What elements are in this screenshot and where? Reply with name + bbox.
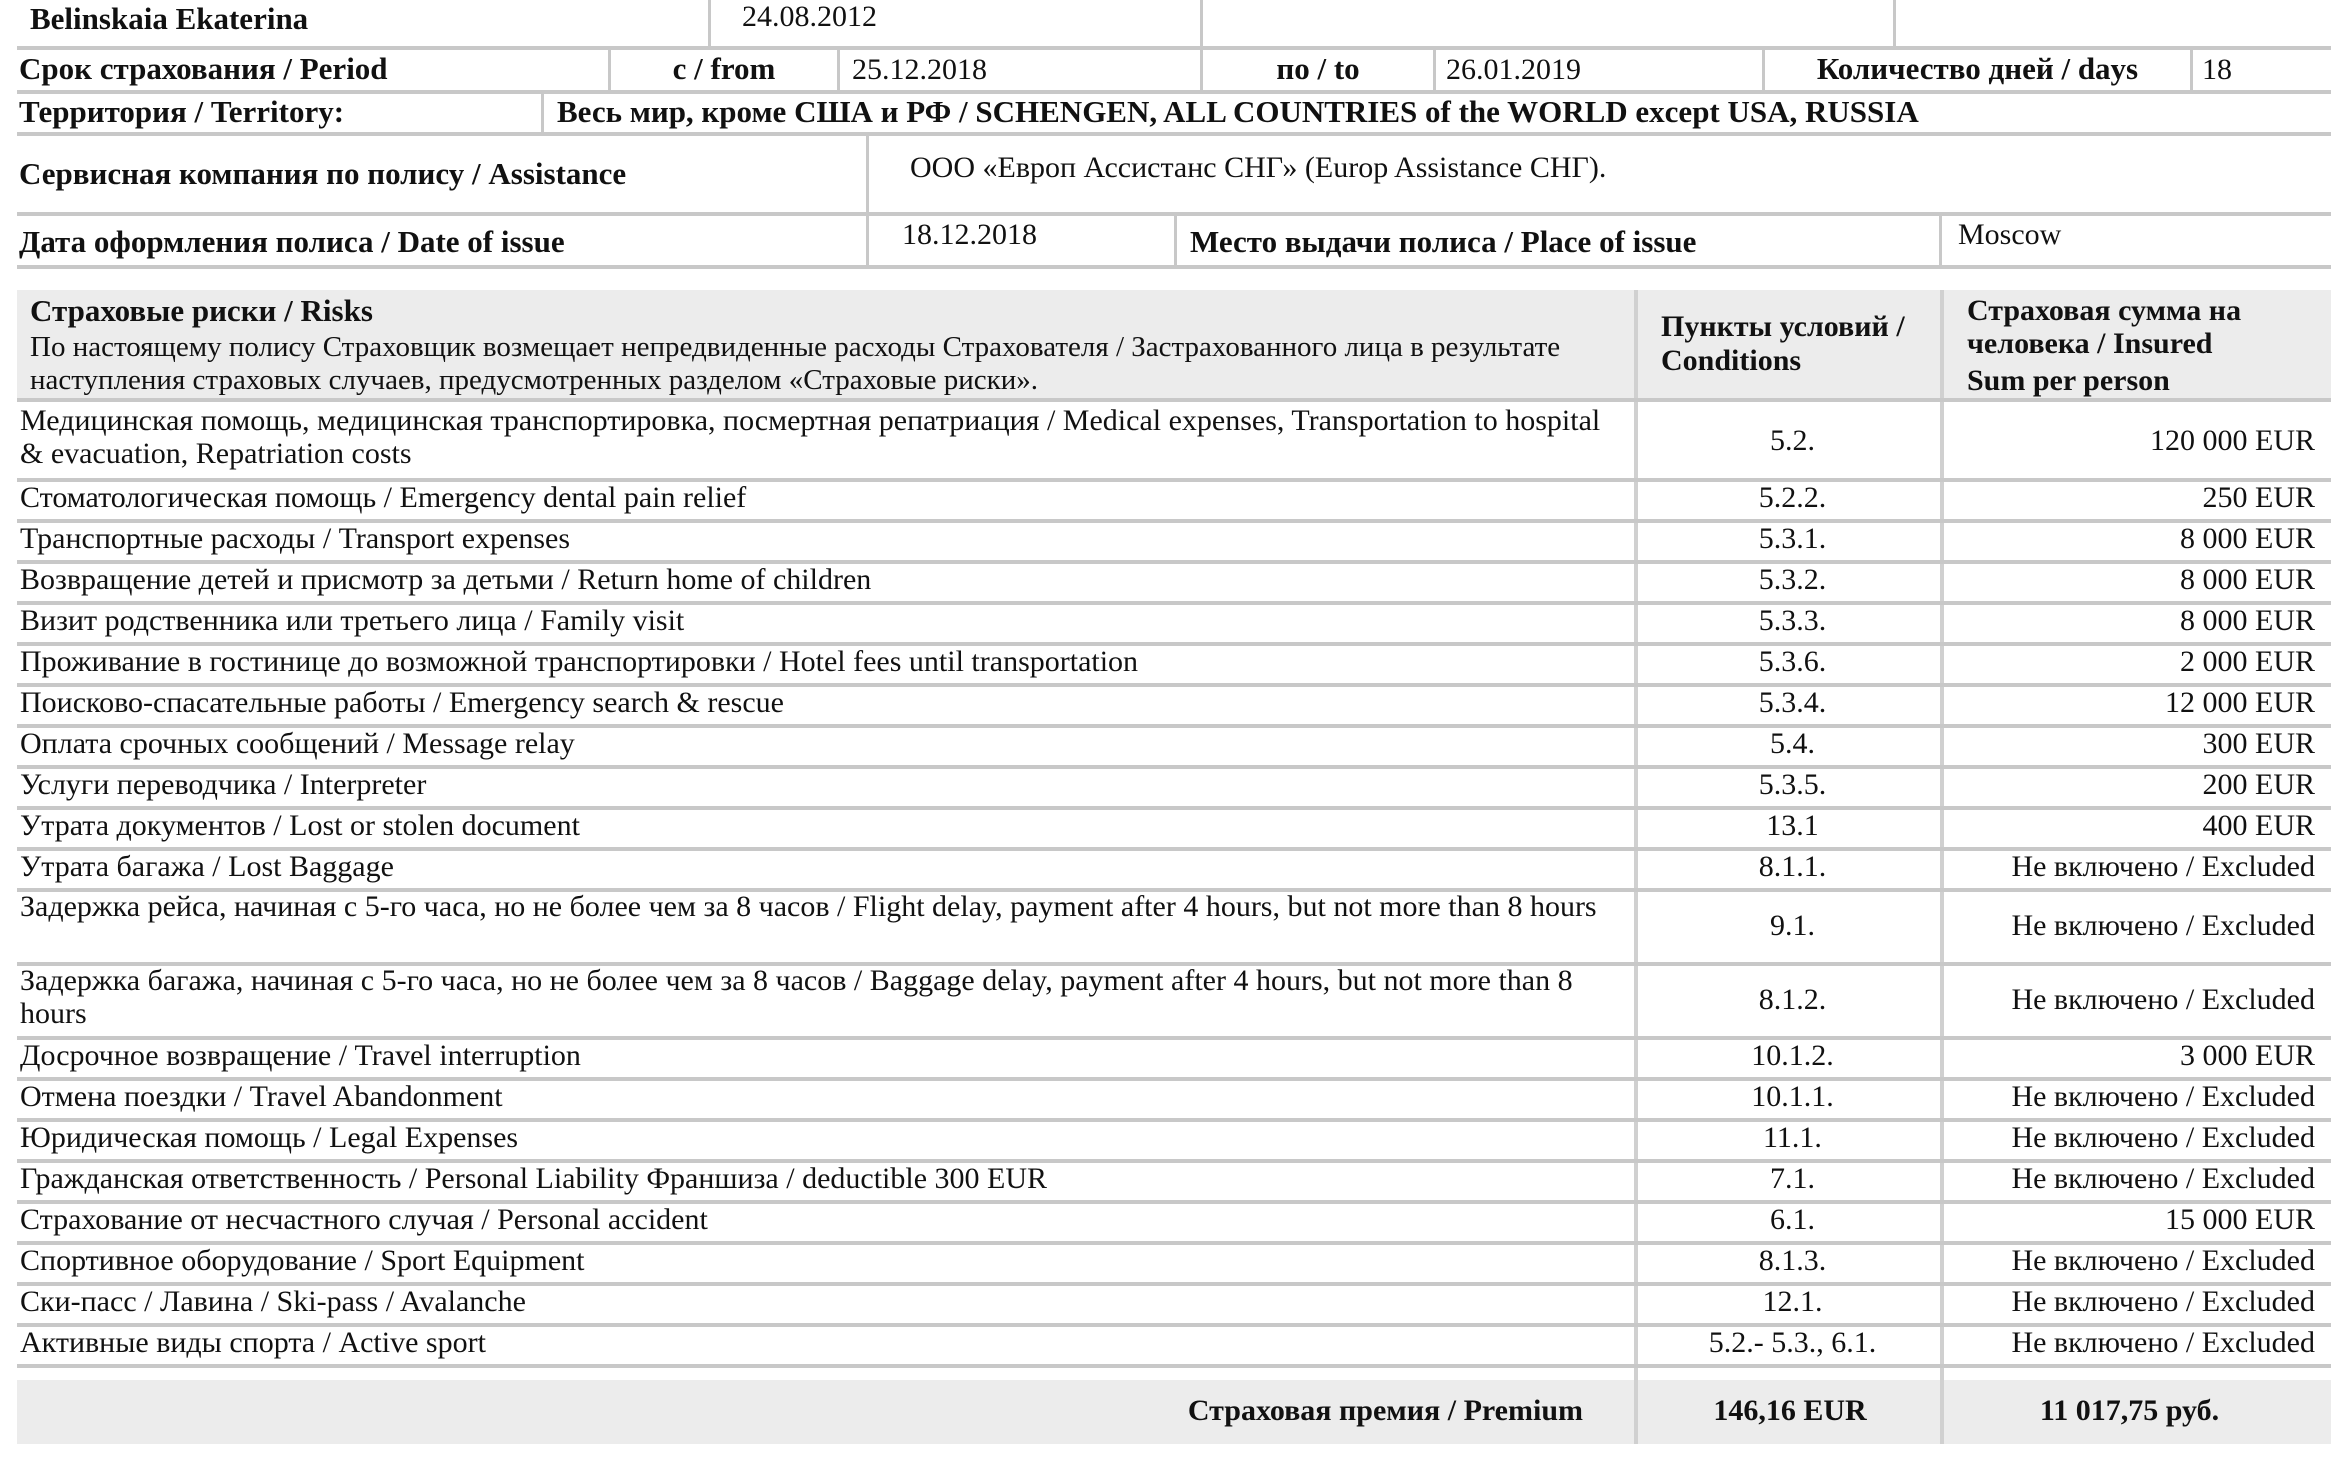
table-row	[17, 560, 2331, 601]
risk-sum: Не включено / Excluded	[2011, 1244, 2315, 1277]
birth-date: 24.08.2012	[742, 0, 877, 33]
risk-sum: Не включено / Excluded	[2011, 1162, 2315, 1195]
table-row	[17, 806, 2331, 847]
risk-name: Оплата срочных сообщений / Message relay	[20, 727, 575, 760]
table-row	[17, 888, 2331, 962]
premium-label: Страховая премия / Premium	[1187, 1394, 1583, 1427]
risk-name: Возвращение детей и присмотр за детьми / Return home of children	[20, 563, 872, 596]
sum-header-line2: человека / Insured	[1967, 327, 2213, 360]
table-row	[17, 478, 2331, 519]
risk-condition: 5.3.5.	[1758, 768, 1827, 801]
period-to-label: по / to	[1276, 51, 1360, 86]
risk-sum: 8 000 EUR	[2180, 604, 2315, 637]
period-from-value: 25.12.2018	[852, 53, 987, 86]
table-row	[17, 642, 2331, 683]
risk-name: Задержка багажа, начиная с 5-го часа, но не более чем за 8 часов / Baggage delay, payment after 4 hours, but not more than 8 hours	[20, 964, 1573, 1030]
risk-sum: 300 EUR	[2202, 727, 2315, 760]
table-row	[17, 683, 2331, 724]
table-row	[17, 765, 2331, 806]
risk-condition: 11.1.	[1763, 1121, 1822, 1154]
risk-condition: 8.1.3.	[1758, 1244, 1827, 1277]
divider	[17, 132, 2331, 136]
risk-name: Поисково-спасательные работы / Emergency search & rescue	[20, 686, 784, 719]
risk-condition: 5.3.3.	[1758, 604, 1827, 637]
assistance-label: Сервисная компания по полису / Assistance	[19, 156, 627, 191]
risk-name: Активные виды спорта / Active sport	[20, 1326, 486, 1359]
table-row	[17, 962, 2331, 1036]
assistance-value: ООО «Европ Ассистанс СНГ» (Europ Assistance СНГ).	[910, 151, 1607, 184]
territory-value: Весь мир, кроме США и РФ / SCHENGEN, ALL COUNTRIES of the WORLD except USA, RUSSIA	[557, 94, 1919, 129]
table-row	[17, 1323, 2331, 1364]
risk-condition: 5.2.	[1770, 424, 1815, 457]
column-divider	[1634, 1380, 1638, 1444]
risk-name: Медицинская помощь, медицинская транспортировка, посмертная репатриация / Medical expenses, Transportation to hospital & evacuation, Repatriation costs	[20, 404, 1601, 470]
divider	[837, 48, 840, 90]
risk-sum: 200 EUR	[2202, 768, 2315, 801]
issue-date-value: 18.12.2018	[902, 218, 1037, 251]
risk-name: Проживание в гостинице до возможной транспортировки / Hotel fees until transportation	[20, 645, 1139, 678]
risk-sum: 250 EUR	[2202, 481, 2315, 514]
risk-condition: 10.1.1.	[1751, 1080, 1834, 1113]
risk-name: Досрочное возвращение / Travel interruption	[20, 1039, 581, 1072]
risk-name: Услуги переводчика / Interpreter	[20, 768, 427, 801]
issue-place-value: Moscow	[1958, 218, 2062, 251]
divider	[17, 46, 2331, 50]
table-row	[17, 1077, 2331, 1118]
risk-condition: 5.3.6.	[1758, 645, 1827, 678]
risk-sum: 8 000 EUR	[2180, 563, 2315, 596]
divider	[866, 214, 869, 266]
table-row	[17, 1282, 2331, 1323]
table-row	[17, 519, 2331, 560]
risk-condition: 9.1.	[1770, 909, 1815, 942]
risk-sum: Не включено / Excluded	[2011, 1121, 2315, 1154]
divider	[17, 265, 2331, 269]
insured-name: Belinskaia Ekaterina	[30, 1, 309, 36]
risk-condition: 8.1.1.	[1758, 850, 1827, 883]
risk-sum: Не включено / Excluded	[2011, 1285, 2315, 1318]
territory-label: Территория / Territory:	[19, 94, 345, 129]
risks-title: Страховые риски / Risks	[30, 293, 373, 328]
risk-name: Ски-пасс / Лавина / Ski-pass / Avalanche	[20, 1285, 526, 1318]
risk-name: Утрата документов / Lost or stolen document	[20, 809, 580, 842]
table-row	[17, 402, 2331, 478]
row-divider	[17, 1364, 2331, 1368]
period-label: Срок страхования / Period	[19, 51, 388, 86]
risk-sum: 15 000 EUR	[2165, 1203, 2315, 1236]
table-row	[17, 1118, 2331, 1159]
risk-name: Спортивное оборудование / Sport Equipment	[20, 1244, 585, 1277]
premium-rub: 11 017,75 руб.	[2039, 1394, 2220, 1427]
table-row	[17, 1241, 2331, 1282]
divider	[1893, 0, 1896, 46]
risk-sum: 400 EUR	[2202, 809, 2315, 842]
divider	[1433, 48, 1436, 90]
risk-condition: 6.1.	[1770, 1203, 1815, 1236]
column-divider	[1940, 1380, 1944, 1444]
risk-sum: Не включено / Excluded	[2011, 909, 2315, 942]
table-row	[17, 847, 2331, 888]
risk-condition: 5.3.2.	[1758, 563, 1827, 596]
issue-date-label: Дата оформления полиса / Date of issue	[19, 224, 565, 259]
risk-sum: 8 000 EUR	[2180, 522, 2315, 555]
divider	[1200, 0, 1203, 46]
divider	[2190, 48, 2193, 90]
risk-name: Юридическая помощь / Legal Expenses	[20, 1121, 519, 1154]
divider	[866, 134, 869, 212]
risk-name: Гражданская ответственность / Personal Liability Франшиза / deductible 300 EUR	[20, 1162, 1048, 1195]
risk-condition: 5.4.	[1770, 727, 1815, 760]
table-row	[17, 1036, 2331, 1077]
sum-header-line1: Страховая сумма на	[1967, 294, 2242, 327]
risk-sum: Не включено / Excluded	[2011, 983, 2315, 1016]
risk-condition: 5.2.2.	[1758, 481, 1827, 514]
period-to-value: 26.01.2019	[1446, 53, 1581, 86]
risk-name: Задержка рейса, начиная с 5-го часа, но не более чем за 8 часов / Flight delay, payment after 4 hours, but not more than 8 hours	[20, 890, 1597, 923]
premium-eur: 146,16 EUR	[1713, 1394, 1867, 1427]
table-row	[17, 1159, 2331, 1200]
sum-header-line3: Sum per person	[1967, 364, 2170, 397]
risk-condition: 10.1.2.	[1751, 1039, 1834, 1072]
risk-condition: 5.2.- 5.3., 6.1.	[1708, 1326, 1877, 1359]
risk-sum: 3 000 EUR	[2180, 1039, 2315, 1072]
issue-place-label: Место выдачи полиса / Place of issue	[1190, 224, 1697, 259]
risk-condition: 13.1	[1766, 809, 1819, 842]
risk-sum: Не включено / Excluded	[2011, 1326, 2315, 1359]
table-row	[17, 1200, 2331, 1241]
risk-sum: 2 000 EUR	[2180, 645, 2315, 678]
divider	[541, 92, 544, 132]
period-from-label: с / from	[672, 51, 776, 86]
days-value: 18	[2202, 53, 2232, 86]
divider	[708, 0, 711, 46]
risk-name: Утрата багажа / Lost Baggage	[20, 850, 394, 883]
risk-name: Транспортные расходы / Transport expenses	[20, 522, 571, 555]
risk-sum: 120 000 EUR	[2150, 424, 2315, 457]
risk-sum: 12 000 EUR	[2165, 686, 2315, 719]
risk-sum: Не включено / Excluded	[2011, 1080, 2315, 1113]
risk-name: Отмена поездки / Travel Abandonment	[20, 1080, 503, 1113]
risk-sum: Не включено / Excluded	[2011, 850, 2315, 883]
divider	[1174, 214, 1177, 266]
risks-description: По настоящему полису Страховщик возмещает непредвиденные расходы Страхователя / Застрахованного лица в результате наступления страховых случаев, предусмотренных разделом «Страховые риски».	[30, 331, 1561, 396]
risk-condition: 5.3.1.	[1758, 522, 1827, 555]
risk-name: Страхование от несчастного случая / Personal accident	[20, 1203, 708, 1236]
risk-condition: 7.1.	[1770, 1162, 1815, 1195]
risk-name: Стоматологическая помощь / Emergency dental pain relief	[20, 481, 747, 514]
risk-condition: 12.1.	[1762, 1285, 1823, 1318]
row-divider	[17, 398, 2331, 402]
divider	[1939, 214, 1942, 266]
table-row	[17, 601, 2331, 642]
risk-condition: 5.3.4.	[1758, 686, 1827, 719]
conditions-header: Пункты условий / Conditions	[1661, 310, 1905, 377]
risk-name: Визит родственника или третьего лица / Family visit	[20, 604, 685, 637]
days-label: Количество дней / days	[1816, 51, 2139, 86]
risk-condition: 8.1.2.	[1758, 983, 1827, 1016]
table-row	[17, 724, 2331, 765]
